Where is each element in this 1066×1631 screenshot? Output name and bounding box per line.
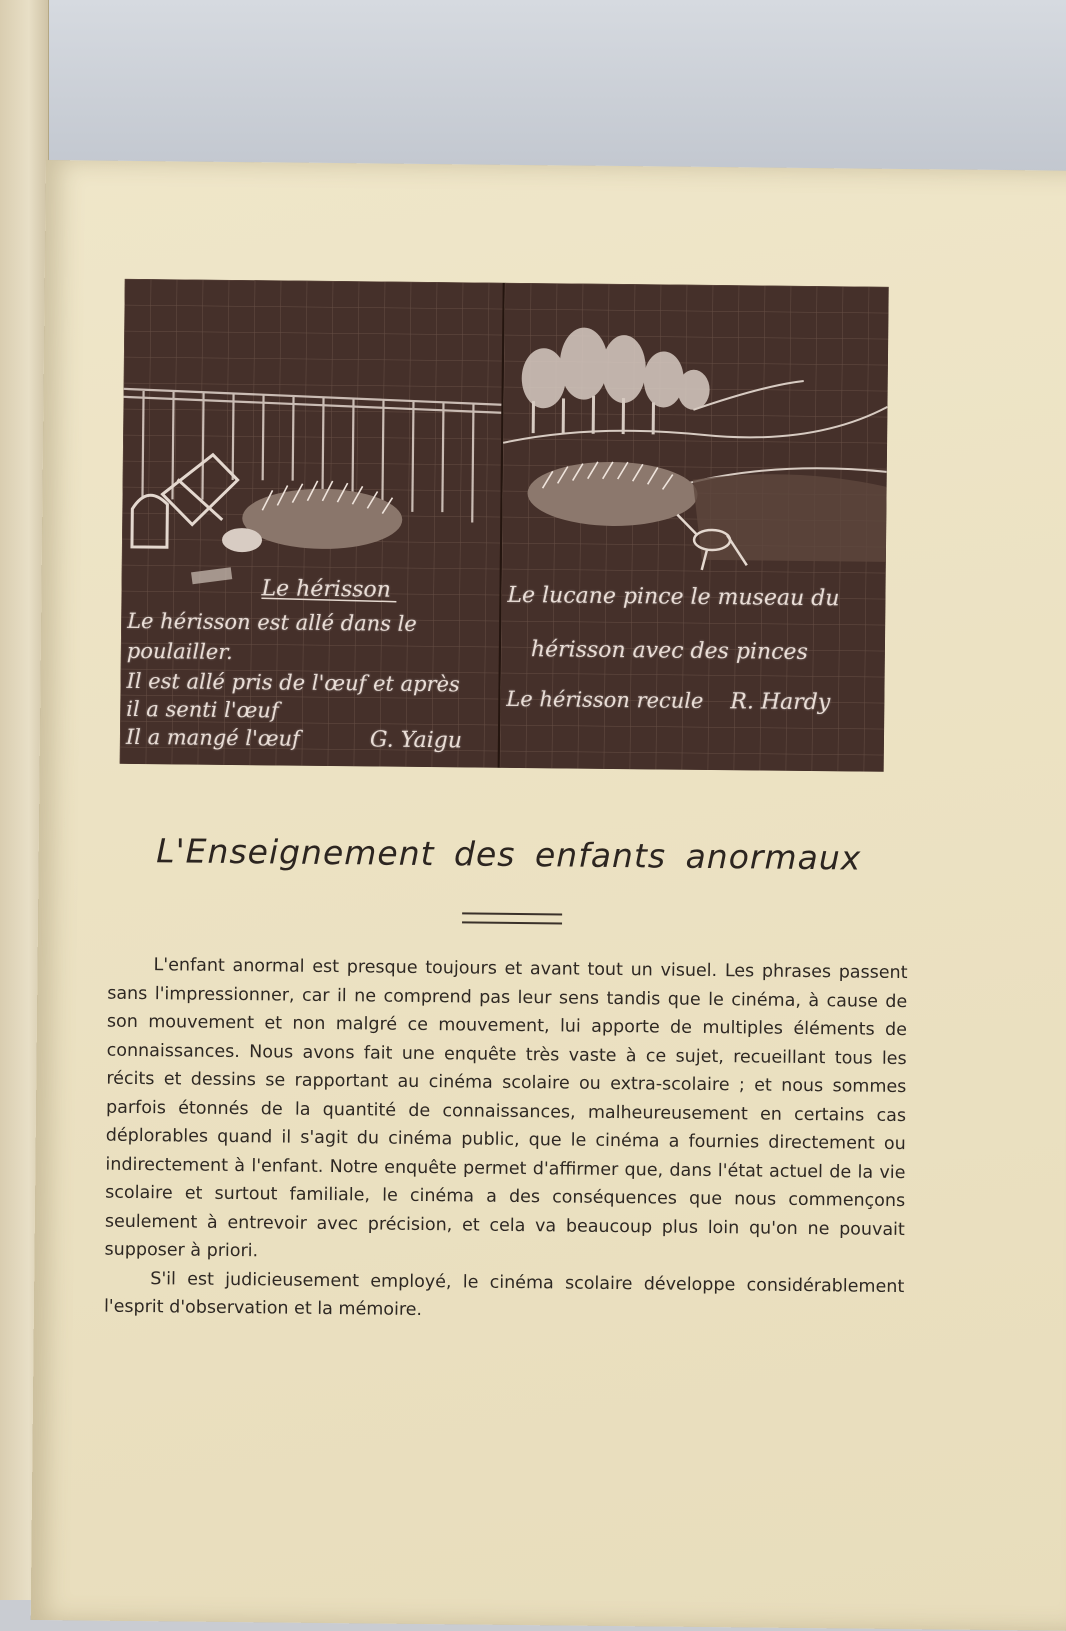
right-board-line: Le lucane pince le museau du [507, 583, 839, 611]
body-paragraph: L'enfant anormal est presque toujours et avant tout un visuel. Les phrases passent sans l'impressionner, car il ne comprend pas leur sens tandis que le cinéma, à cause de son mouvement et non malgré ce mouvement, lui apporte de multiples éléments de connaissances. Nous avons fait une enquête très vaste à ce sujet, recueillant tous les récits et dessins se rapportant au cinéma scolaire ou extra-scolaire ; et nous sommes parfois étonnés de la quantité de connaissances, malheureusement en certains cas déplorables quand il s'agit du cinéma public, que le cinéma a fournies directement ou indirectement à l'enfant. Notre enquête permet d'affirmer que, dans l'état actuel de la vie scolaire et surtout familiale, le cinéma a des conséquences que nous commençons seulement à entrevoir avec précision, et cela va beaucoup plus loin qu'on ne pouvait supposer à priori. [104, 951, 907, 1273]
left-board-signature: G. Yaigu [370, 727, 462, 753]
chalkboard-photo [120, 279, 889, 772]
left-board-line: Il a mangé l'œuf [126, 725, 300, 751]
left-board-title: Le hérisson [261, 576, 391, 602]
left-board-line: Il est allé pris de l'œuf et après [126, 669, 459, 696]
right-board-line: hérisson avec des pinces [531, 637, 808, 665]
left-board-line: Le hérisson est allé dans le [127, 609, 417, 636]
right-board-line: Le hérisson recule [506, 687, 703, 713]
left-chalkboard [120, 279, 503, 768]
right-board-signature: R. Hardy [730, 689, 830, 715]
left-board-line: il a senti l'œuf [126, 697, 279, 723]
left-board-line: poulailler. [127, 639, 233, 664]
article-title: L'Enseignement des enfants anormaux [39, 830, 979, 879]
article-body [104, 951, 908, 1330]
title-double-rule [462, 912, 562, 924]
book-page [31, 160, 1066, 1631]
right-chalkboard [500, 283, 889, 772]
body-paragraph: S'il est judicieusement employé, le cinéma scolaire développe considérablement l'esprit d'observation et la mémoire. [104, 1264, 905, 1329]
